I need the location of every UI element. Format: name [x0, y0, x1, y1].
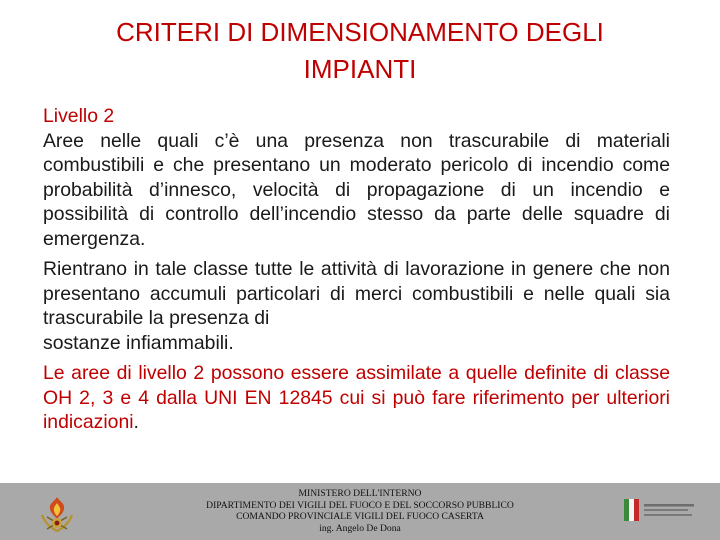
vigili-del-fuoco-emblem-icon	[36, 495, 78, 535]
footer-credits	[170, 488, 550, 534]
slide-body	[43, 104, 670, 435]
paragraph-activities-text: Rientrano in tale classe tutte le attività di lavorazione in genere che non presentano accumuli particolari di merci combustibili e nelle quali sia trascurabile la presenza di	[43, 258, 670, 329]
footer-author: ing. Angelo De Dona	[319, 522, 401, 534]
footer-command: COMANDO PROVINCIALE VIGILI DEL FUOCO CASERTA	[236, 511, 484, 522]
paragraph-description: Aree nelle quali c’è una presenza non trascurabile di materiali combustibili e che presentano un moderato pericolo di incendio come probabilità d’innesco, velocità di propagazione di un incendio e possibilità di controllo dell’incendio stesso da parte delle squadre di emergenza.	[43, 129, 670, 250]
paragraph-classification	[43, 361, 670, 435]
paragraph-classification-text: Le aree di livello 2 possono essere assimilate a quelle definite di classe OH 2, 3 e 4 dalla UNI EN 12845 cui si può fare riferimento per ulteriori indicazioni	[43, 362, 670, 433]
paragraph-activities-end: sostanze infiammabili.	[43, 331, 234, 354]
paragraph-classification-period: .	[133, 411, 139, 433]
footer-ministry: MINISTERO DELL'INTERNO	[298, 488, 422, 499]
slide-title	[60, 14, 660, 88]
title-line-1: CRITERI DI DIMENSIONAMENTO DEGLI	[116, 17, 604, 47]
paragraph-activities	[43, 257, 670, 355]
title-line-2: IMPIANTI	[303, 54, 417, 84]
footer-bar	[0, 483, 720, 540]
ministero-interno-logo-icon	[620, 497, 698, 523]
footer-department: DIPARTIMENTO DEI VIGILI DEL FUOCO E DEL SOCCORSO PUBBLICO	[206, 499, 514, 511]
level-heading: Livello 2	[43, 105, 115, 127]
